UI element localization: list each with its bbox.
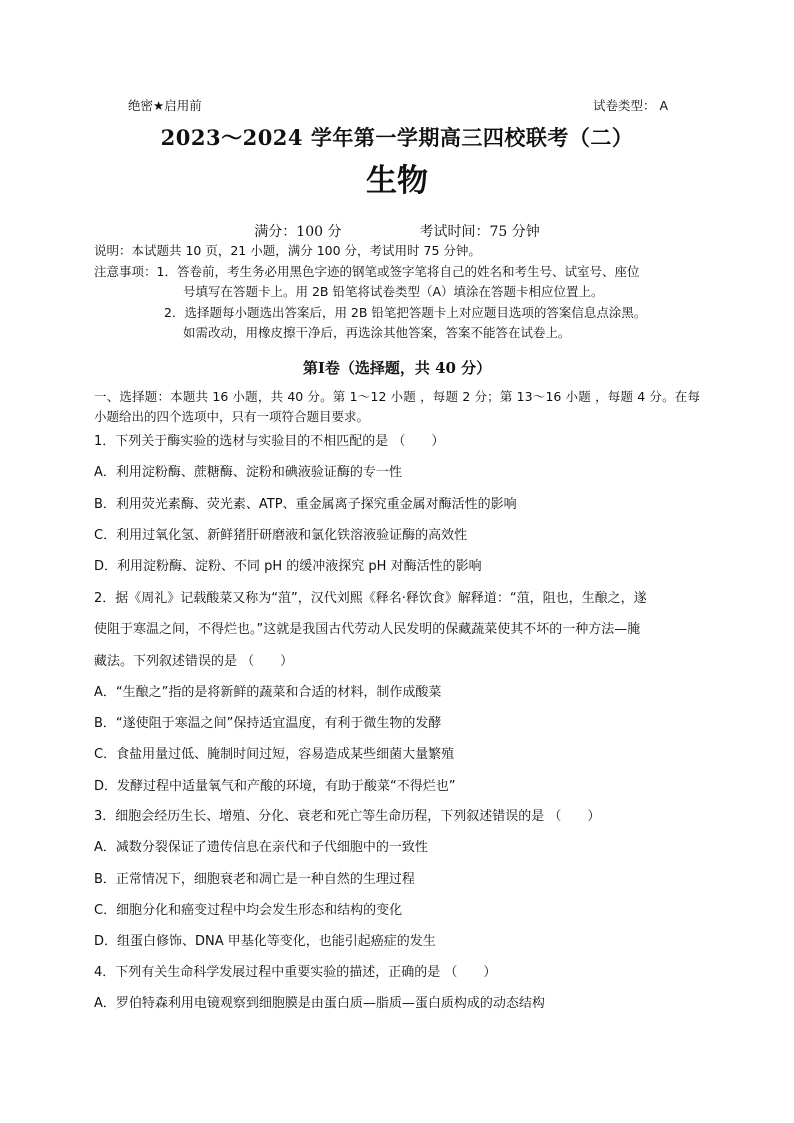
question-stem: 3．细胞会经历生长、增殖、分化、衰老和死亡等生命历程，下列叙述错误的是 （ ） <box>94 809 601 824</box>
exam-title: 2023～2024 学年第一学期高三四校联考（二） <box>160 125 634 150</box>
exam-meta <box>0 221 794 241</box>
question-option: B．正常情况下，细胞衰老和凋亡是一种自然的生理过程 <box>94 871 415 887</box>
question-option: C．利用过氧化氢、新鲜猪肝研磨液和氯化铁溶液验证酶的高效性 <box>94 527 468 543</box>
note-attention-1b: 号填写在答题卡上。用 2B 铅笔将试卷类型（A）填涂在答题卡相应位置上。 <box>183 284 604 299</box>
section-title: 第Ⅰ卷（选择题，共 40 分） <box>302 359 492 377</box>
exam-time: 考试时间：75 分钟 <box>419 224 540 240</box>
note-explain: 说明：本试题共 10 页，21 小题，满分 100 分，考试用时 75 分钟。 <box>94 243 481 258</box>
question-option: C．食盐用量过低、腌制时间过短，容易造成某些细菌大量繁殖 <box>94 747 455 763</box>
exam-subject: 生物 <box>366 163 428 199</box>
question-option: C．细胞分化和癌变过程中均会发生形态和结构的变化 <box>94 902 403 918</box>
paper-type-label: 试卷类型： A <box>592 98 668 113</box>
question-stem-line: 使阻于寒温之间，不得烂也。”这就是我国古代劳动人民发明的保藏蔬菜使其不坏的一种方法—腌 <box>94 622 641 638</box>
question-stem: 1．下列关于酶实验的选材与实验目的不相匹配的是 （ ） <box>94 434 445 449</box>
question-1 <box>94 426 704 582</box>
question-option: D．发酵过程中适量氧气和产酸的环境，有助于酸菜“不得烂也” <box>94 778 456 794</box>
question-option: A．罗伯特森利用电镜观察到细胞膜是由蛋白质—脂质—蛋白质构成的动态结构 <box>94 996 545 1012</box>
confidential-label: 绝密★启用前 <box>128 98 202 113</box>
question-stem: 4．下列有关生命科学发展过程中重要实验的描述，正确的是 （ ） <box>94 965 497 980</box>
question-3 <box>94 801 704 957</box>
full-score: 满分：100 分 <box>254 224 342 240</box>
question-option: D．组蛋白修饰、DNA 甲基化等变化，也能引起癌症的发生 <box>94 934 436 950</box>
question-stem-line: 2．据《周礼》记载酸菜又称为“菹”，汉代刘熙《释名·释饮食》解释道：“菹，阻也，生酿之，遂 <box>94 591 647 606</box>
question-option: A．利用淀粉酶、蔗糖酶、淀粉和碘液验证酶的专一性 <box>94 465 402 481</box>
question-2 <box>94 583 704 802</box>
note-attention-1a: 注意事项：1．答卷前，考生务必用黑色字迹的钢笔或签字笔将自己的姓名和考生号、试室号、座位 <box>94 263 640 279</box>
question-option: A．减数分裂保证了遗传信息在亲代和子代细胞中的一致性 <box>94 840 428 856</box>
question-option: B．利用荧光素酶、荧光素、ATP、重金属离子探究重金属对酶活性的影响 <box>94 496 517 512</box>
note-attention-2a: 2．选择题每小题选出答案后，用 2B 铅笔把答题卡上对应题目选项的答案信息点涂黑。 <box>164 304 647 320</box>
note-attention-2b: 如需改动，用橡皮擦干净后，再选涂其他答案，答案不能答在试卷上。 <box>183 325 571 340</box>
question-4 <box>94 957 704 1020</box>
question-option: D．利用淀粉酶、淀粉、不同 pH 的缓冲液探究 pH 对酶活性的影响 <box>94 559 482 575</box>
section-instruction: 一、选择题：本题共 16 小题，共 40 分。第 1～12 小题 ，每题 2 分；第 13～16 小题 ，每题 4 分。在每小题给出的四个选项中，只有一项符合题目要求。 <box>94 389 700 424</box>
exam-notes <box>94 241 714 344</box>
question-option: B．“遂使阻于寒温之间”保持适宜温度，有利于微生物的发酵 <box>94 716 442 732</box>
question-stem-line: 藏法。下列叙述错误的是 （ ） <box>94 653 294 669</box>
header-topline <box>128 96 668 114</box>
question-option: A．“生酿之”指的是将新鲜的蔬菜和合适的材料，制作成酸菜 <box>94 684 442 700</box>
